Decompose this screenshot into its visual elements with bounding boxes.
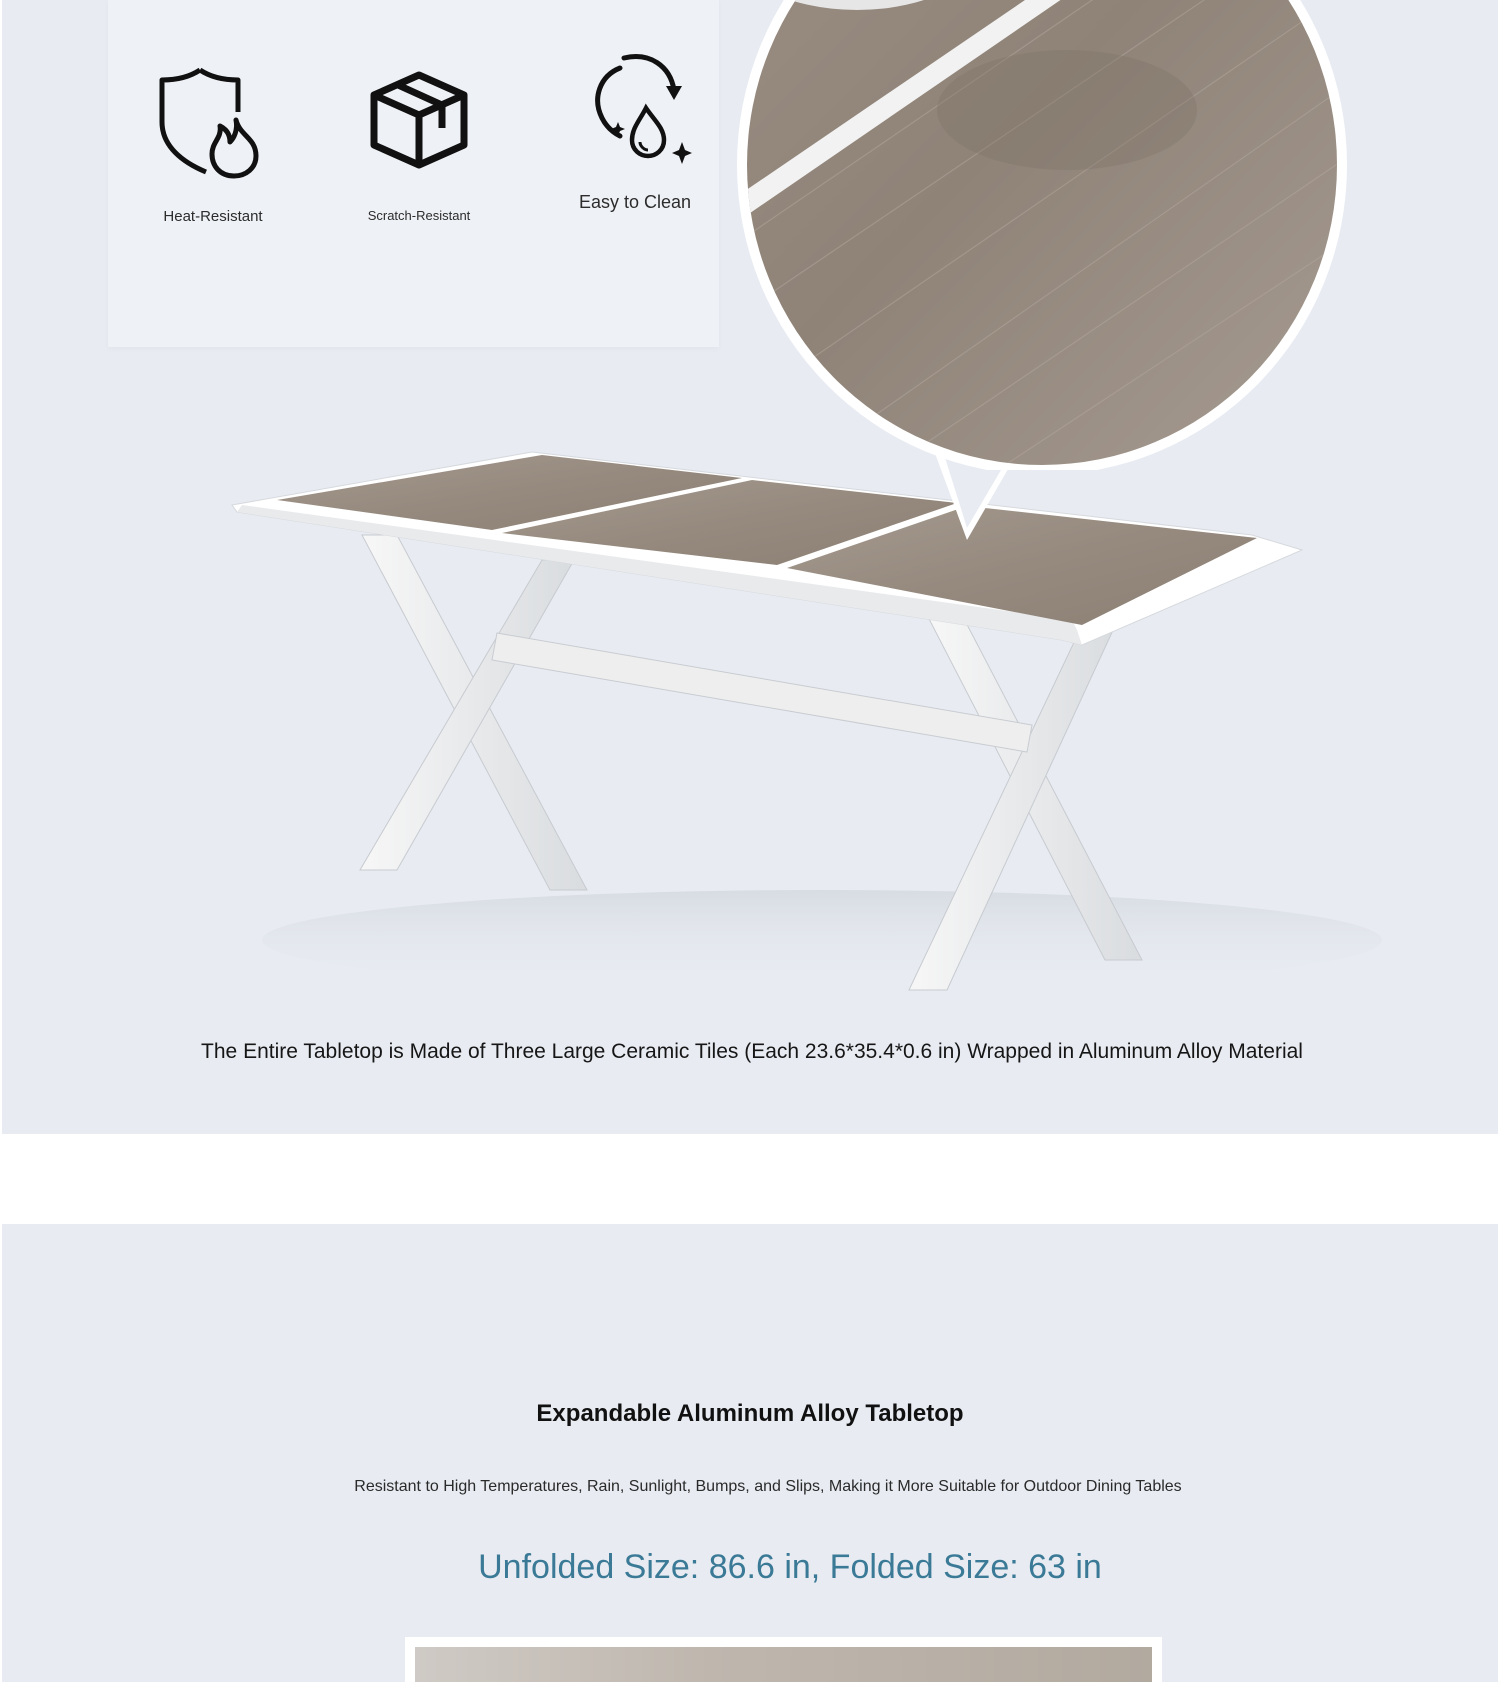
size-text: Unfolded Size: 86.6 in, Folded Size: 63 in: [478, 1548, 1102, 1586]
feature-scratch-resistant: [324, 50, 514, 229]
box-icon: [354, 50, 484, 180]
section-title: Expandable Aluminum Alloy Tabletop: [536, 1400, 964, 1427]
tabletop-info-section: [2, 1224, 1498, 1682]
feature-label: Easy to Clean: [578, 192, 692, 212]
tabletop-caption: The Entire Tabletop is Made of Three Large Ceramic Tiles (Each 23.6*35.4*0.6 in) Wrapped in Aluminum Alloy Material: [201, 1040, 1303, 1063]
product-feature-section: [2, 0, 1498, 1134]
feature-label: Heat-Resistant: [163, 208, 263, 225]
feature-easy-to-clean: [540, 50, 730, 219]
tabletop-detail-zoom: [737, 0, 1347, 470]
feature-label: Scratch-Resistant: [367, 208, 471, 223]
water-drop-refresh-icon: [570, 38, 700, 168]
shield-flame-icon: [148, 50, 278, 180]
feature-heat-resistant: [118, 50, 308, 231]
tabletop-photo: [405, 1637, 1162, 1682]
tabletop-photo-image: [415, 1647, 1152, 1682]
section-subtitle: Resistant to High Temperatures, Rain, Sunlight, Bumps, and Slips, Making it More Suitable for Outdoor Dining Tables: [354, 1478, 1182, 1495]
feature-panel: [108, 0, 719, 347]
